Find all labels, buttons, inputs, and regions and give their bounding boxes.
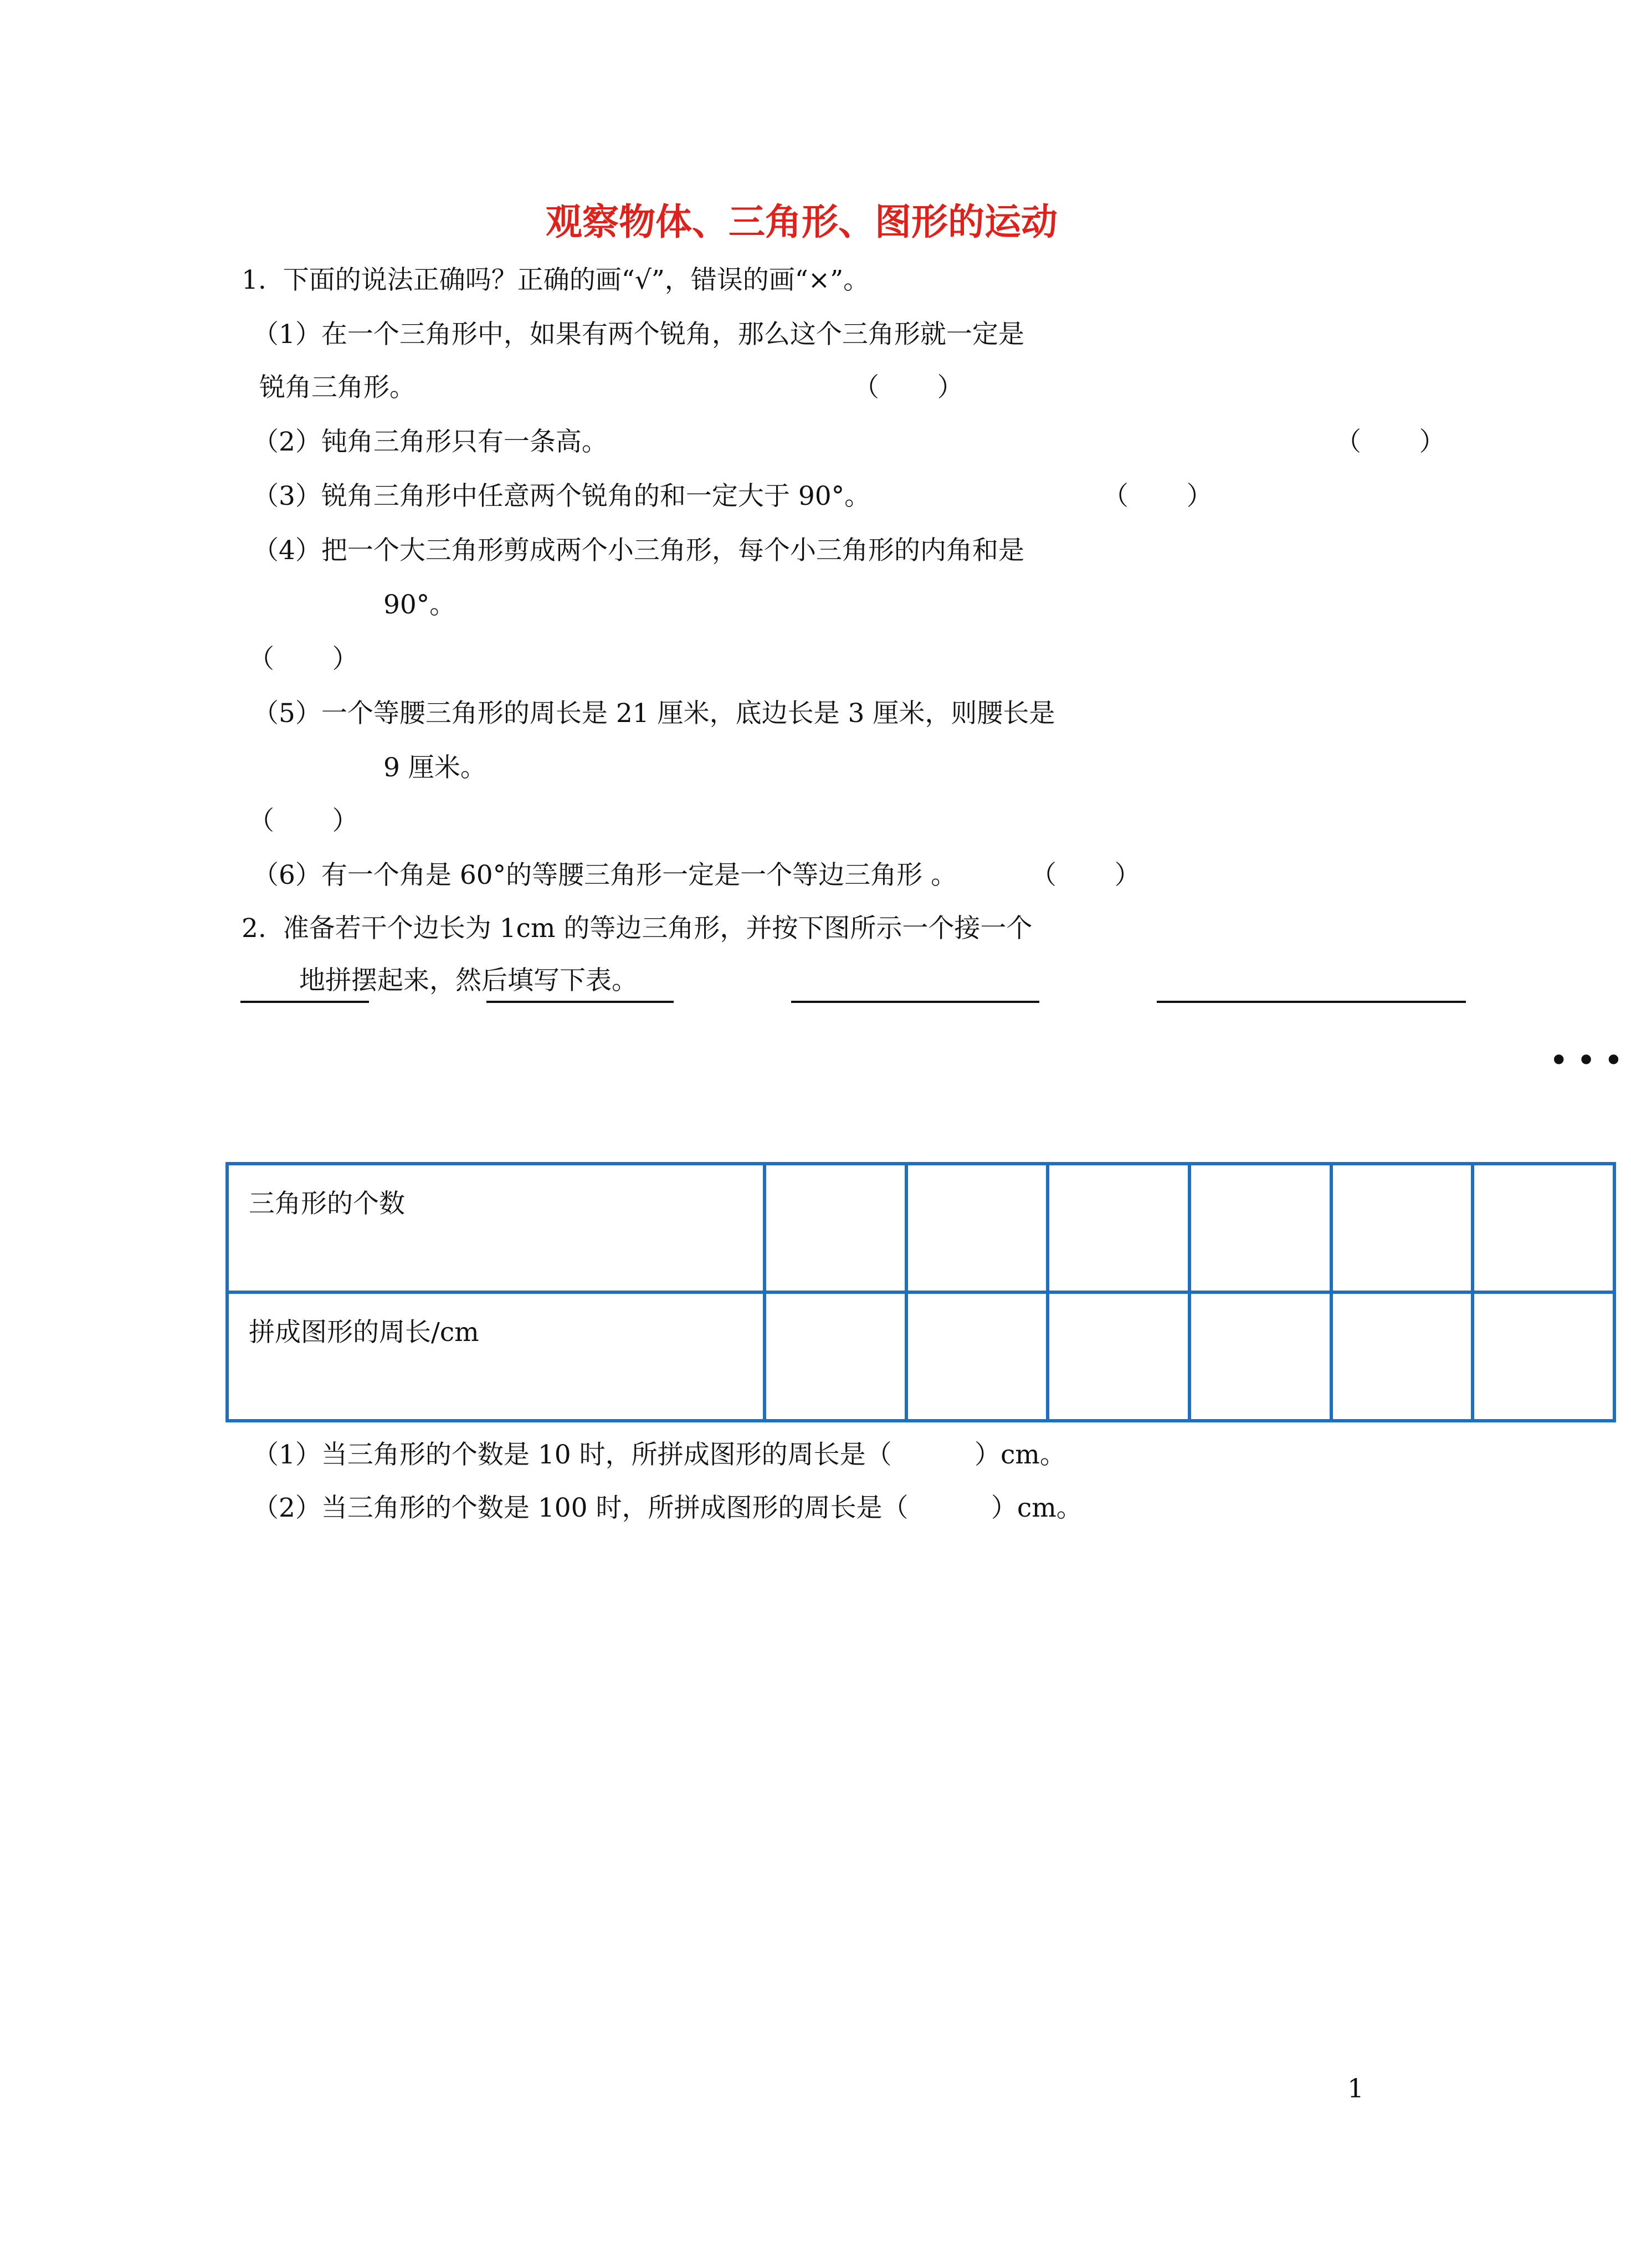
triangle-count-cell-3[interactable]: [1048, 1164, 1189, 1292]
q1-item-1-answer-blank[interactable]: （ ）: [853, 372, 963, 403]
perimeter-cell-1[interactable]: [765, 1292, 906, 1421]
q1-item-4-line2: 90°。: [383, 590, 456, 620]
q1-item-5-answer-blank[interactable]: （ ）: [248, 806, 358, 836]
q1-item-4-line1: （4）把一个大三角形剪成两个小三角形，每个小三角形的内角和是: [253, 535, 1024, 566]
q1-item-1-line2: 锐角三角形。: [259, 372, 416, 403]
perimeter-cell-2[interactable]: [906, 1292, 1048, 1421]
perimeter-cell-4[interactable]: [1189, 1292, 1331, 1421]
figure-underline-3: [791, 1001, 1039, 1003]
question-2-line2: 地拼摆起来，然后填写下表。: [299, 965, 638, 996]
table-header-cell: [227, 1292, 765, 1421]
perimeter-cell-3[interactable]: [1048, 1292, 1189, 1421]
page-number: 1: [1347, 2074, 1364, 2104]
question-2-sub-1: （1）当三角形的个数是 10 时，所拼成图形的周长是（ ）cm。: [253, 1440, 1066, 1470]
table-header-cell: [227, 1164, 765, 1292]
question-1-prompt: 1. 下面的说法正确吗？正确的画“√”，错误的画“×”。: [242, 265, 870, 295]
perimeter-cell-6[interactable]: [1473, 1292, 1614, 1421]
table-row: [227, 1164, 1614, 1292]
figure-ellipsis: •••: [1549, 1041, 1631, 1080]
q1-item-1-line1: （1）在一个三角形中，如果有两个锐角，那么这个三角形就一定是: [253, 319, 1024, 350]
triangle-count-cell-4[interactable]: [1189, 1164, 1331, 1292]
q1-item-2-line1: （2）钝角三角形只有一条高。: [253, 427, 608, 457]
q1-item-3-line1: （3）锐角三角形中任意两个锐角的和一定大于 90°。: [253, 481, 871, 511]
question-2-sub-2: （2）当三角形的个数是 100 时，所拼成图形的周长是（ ）cm。: [253, 1493, 1083, 1523]
q1-item-5-line2: 9 厘米。: [383, 752, 486, 783]
perimeter-table: [225, 1162, 1616, 1422]
triangle-count-label: 三角形的个数: [249, 1189, 405, 1219]
q1-item-5-line1: （5）一个等腰三角形的周长是 21 厘米，底边长是 3 厘米，则腰长是: [253, 698, 1055, 729]
q1-item-3-answer-blank[interactable]: （ ）: [1102, 481, 1213, 511]
figure-underline-2: [486, 1001, 674, 1003]
triangle-count-cell-5[interactable]: [1331, 1164, 1473, 1292]
q1-item-6-answer-blank[interactable]: （ ）: [1030, 860, 1141, 890]
triangle-count-cell-6[interactable]: [1473, 1164, 1614, 1292]
figure-underline-4: [1157, 1001, 1466, 1003]
perimeter-label: 拼成图形的周长/cm: [249, 1317, 479, 1348]
question-2-line1: 2. 准备若干个边长为 1cm 的等边三角形，并按下图所示一个接一个: [242, 913, 1033, 944]
figure-underline-1: [240, 1001, 369, 1003]
q1-item-6-line1: （6）有一个角是 60°的等腰三角形一定是一个等边三角形 。: [253, 860, 957, 890]
triangle-count-cell-1[interactable]: [765, 1164, 906, 1292]
q1-item-2-answer-blank[interactable]: （ ）: [1335, 427, 1445, 457]
q1-item-4-answer-blank[interactable]: （ ）: [248, 644, 358, 674]
page-title: 观察物体、三角形、图形的运动: [546, 200, 1058, 243]
table-row: [227, 1292, 1614, 1421]
triangle-count-cell-2[interactable]: [906, 1164, 1048, 1292]
perimeter-cell-5[interactable]: [1331, 1292, 1473, 1421]
